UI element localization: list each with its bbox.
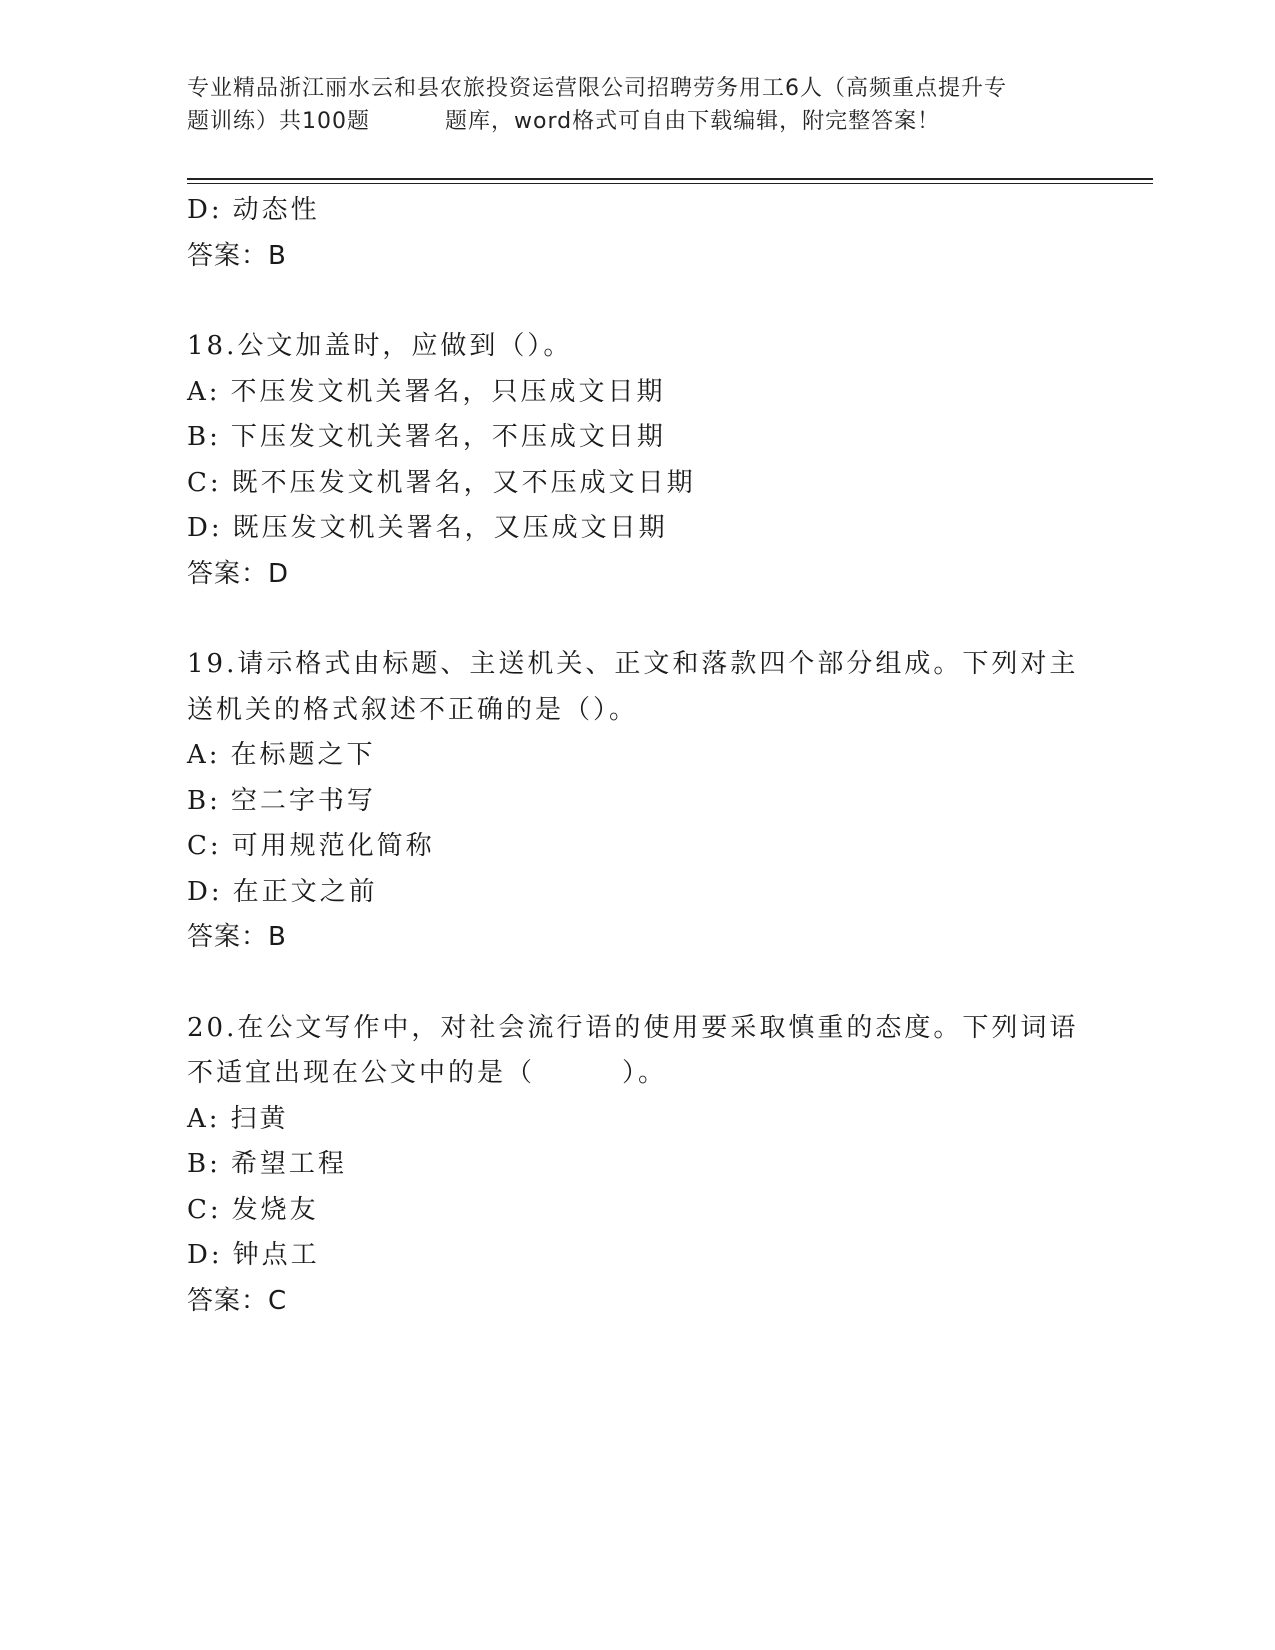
option-key: D:	[187, 195, 223, 225]
option-key: C:	[187, 1194, 222, 1225]
option-item	[187, 370, 1087, 416]
question-19	[187, 642, 1087, 961]
option-item	[187, 1097, 1087, 1143]
option-item	[187, 188, 1087, 234]
question-stem: 20.在公文写作中，对社会流行语的使用要采取慎重的态度。下列词语	[187, 1012, 1079, 1043]
option-text: 既压发文机关署名，又压成文日期	[232, 513, 668, 543]
question-stem: 19.请示格式由标题、主送机关、正文和落款四个部分组成。下列对主	[187, 649, 1079, 679]
header-line-1: 专业精品浙江丽水云和县农旅投资运营限公司招聘劳务用工6人（高频重点提升专	[187, 76, 1007, 101]
carryover-block	[187, 188, 1087, 279]
answer-line: 答案：C	[187, 1285, 288, 1316]
header-divider-thin	[187, 183, 1153, 184]
option-text: 动态性	[232, 195, 320, 225]
option-item	[187, 1188, 1087, 1234]
answer-line: 答案：D	[187, 558, 290, 589]
option-key: A:	[187, 376, 221, 407]
option-text: 发烧友	[231, 1194, 319, 1225]
option-key: C:	[187, 467, 222, 498]
header-line-2	[187, 105, 1087, 138]
question-stem: 送机关的格式叙述不正确的是（）。	[187, 694, 639, 725]
answer-line: 答案：B	[187, 240, 287, 271]
option-text: 既不压发文机署名，又不压成文日期	[231, 467, 696, 498]
question-18	[187, 324, 1087, 597]
option-text: 钟点工	[232, 1240, 320, 1270]
option-text: 在标题之下	[230, 740, 376, 770]
option-item	[187, 1233, 1087, 1279]
option-text: 希望工程	[230, 1149, 347, 1179]
option-item	[187, 733, 1087, 779]
option-key: B:	[187, 1149, 221, 1179]
option-text: 下压发文机关署名，不压成文日期	[230, 422, 666, 452]
option-item	[187, 1142, 1087, 1188]
header-line-2-left: 题训练）共100题	[187, 109, 370, 134]
option-text: 扫黄	[230, 1103, 289, 1134]
option-key: B:	[187, 785, 221, 816]
page-header	[187, 72, 1087, 138]
option-key: B:	[187, 422, 221, 452]
answer-line: 答案：B	[187, 922, 287, 952]
option-item	[187, 506, 1087, 552]
option-text: 在正文之前	[232, 876, 378, 907]
option-key: D:	[187, 876, 223, 907]
header-line-2-right: 题库，word格式可自由下载编辑，附完整答案！	[445, 109, 941, 134]
option-key: D:	[187, 513, 223, 543]
option-key: A:	[187, 740, 221, 770]
option-item	[187, 415, 1087, 461]
option-text: 可用规范化简称	[231, 831, 435, 861]
question-content	[187, 188, 1087, 1324]
option-text: 不压发文机关署名，只压成文日期	[230, 376, 666, 407]
option-key: A:	[187, 1103, 221, 1134]
option-item	[187, 870, 1087, 916]
question-stem: 18.公文加盖时，应做到（）。	[187, 331, 573, 361]
question-stem: 不适宜出现在公文中的是（ ）。	[187, 1058, 668, 1088]
option-item	[187, 779, 1087, 825]
option-text: 空二字书写	[230, 785, 376, 816]
header-divider-thick	[187, 178, 1153, 180]
question-20	[187, 1006, 1087, 1325]
option-item	[187, 824, 1087, 870]
option-item	[187, 461, 1087, 507]
option-key: C:	[187, 831, 222, 861]
option-key: D:	[187, 1240, 223, 1270]
